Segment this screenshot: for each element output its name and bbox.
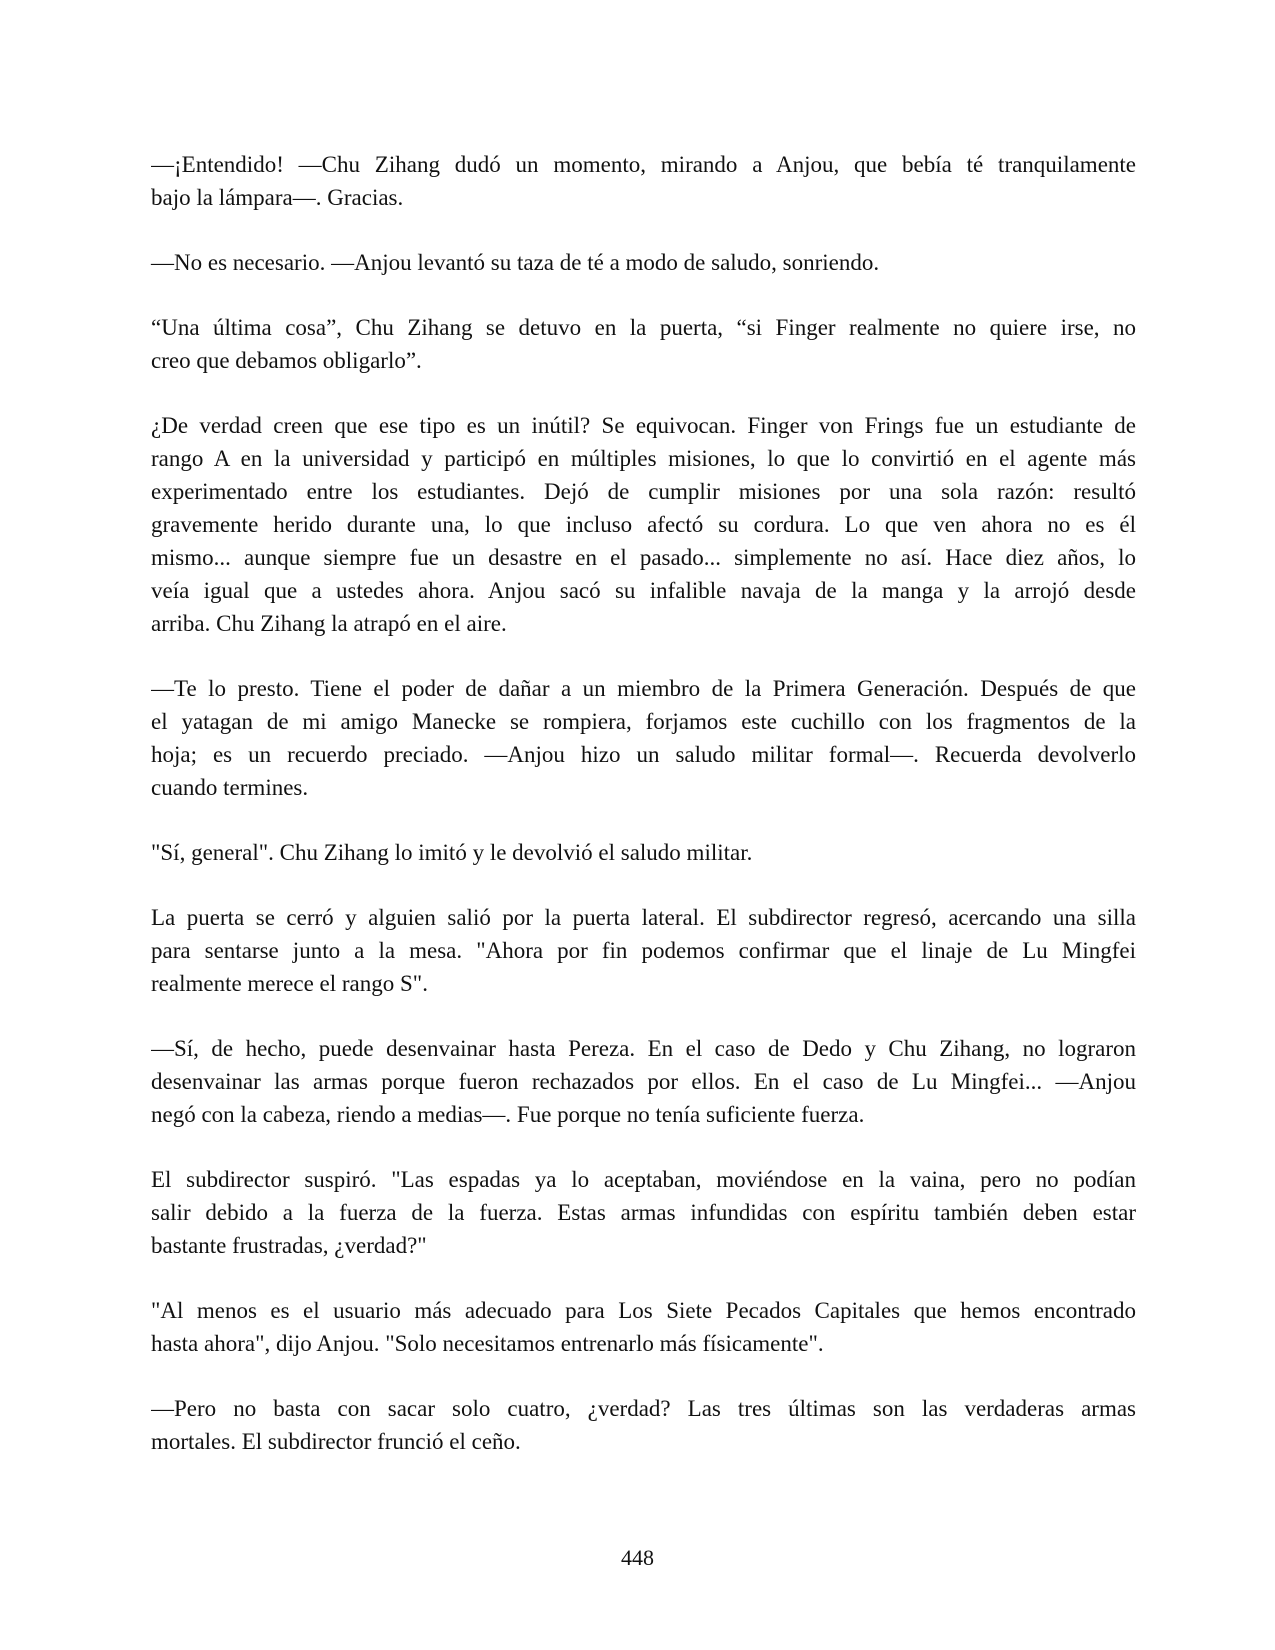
- text-line: mortales. El subdirector frunció el ceño.: [151, 1429, 521, 1454]
- paragraph: [151, 1163, 1136, 1262]
- text-line: hoja; es un recuerdo preciado. —Anjou hizo un saludo militar formal—. Recuerda devolverlo: [151, 742, 1136, 767]
- text-line: —No es necesario. —Anjou levantó su taza de té a modo de saludo, sonriendo.: [151, 250, 880, 275]
- text-line: negó con la cabeza, riendo a medias—. Fue porque no tenía suficiente fuerza.: [151, 1102, 865, 1127]
- paragraph: [151, 836, 1136, 869]
- text-line: —Te lo presto. Tiene el poder de dañar a un miembro de la Primera Generación. Después de que: [151, 676, 1136, 701]
- text-line: arriba. Chu Zihang la atrapó en el aire.: [151, 611, 507, 636]
- text-line: para sentarse junto a la mesa. "Ahora por fin podemos confirmar que el linaje de Lu Mingfei: [151, 938, 1136, 963]
- text-line: realmente merece el rango S".: [151, 971, 428, 996]
- text-line: mismo... aunque siempre fue un desastre en el pasado... simplemente no así. Hace diez años, lo: [151, 545, 1136, 570]
- text-line: desenvainar las armas porque fueron rechazados por ellos. En el caso de Lu Mingfei... —Anjou: [151, 1069, 1136, 1094]
- text-line: el yatagan de mi amigo Manecke se rompiera, forjamos este cuchillo con los fragmentos de la: [151, 709, 1136, 734]
- text-line: “Una última cosa”, Chu Zihang se detuvo en la puerta, “si Finger realmente no quiere irse, no: [151, 315, 1136, 340]
- text-line: —Pero no basta con sacar solo cuatro, ¿verdad? Las tres últimas son las verdaderas armas: [151, 1396, 1136, 1421]
- paragraph: [151, 901, 1136, 1000]
- text-line: bastante frustradas, ¿verdad?": [151, 1233, 427, 1258]
- page-number: 448: [621, 1545, 654, 1570]
- text-line: bajo la lámpara—. Gracias.: [151, 185, 404, 210]
- paragraph: [151, 672, 1136, 804]
- text-line: cuando termines.: [151, 775, 309, 800]
- text-line: salir debido a la fuerza de la fuerza. Estas armas infundidas con espíritu también deben estar: [151, 1200, 1136, 1225]
- text-line: ¿De verdad creen que ese tipo es un inútil? Se equivocan. Finger von Frings fue un estudiante de: [151, 413, 1136, 438]
- paragraph: [151, 148, 1136, 214]
- text-line: rango A en la universidad y participó en múltiples misiones, lo que lo convirtió en el agente más: [151, 446, 1136, 471]
- text-line: creo que debamos obligarlo”.: [151, 348, 422, 373]
- text-line: gravemente herido durante una, lo que incluso afectó su cordura. Lo que ven ahora no es él: [151, 512, 1136, 537]
- text-line: La puerta se cerró y alguien salió por la puerta lateral. El subdirector regresó, acercando una silla: [151, 905, 1136, 930]
- text-line: veía igual que a ustedes ahora. Anjou sacó su infalible navaja de la manga y la arrojó desde: [151, 578, 1136, 603]
- paragraph: [151, 1294, 1136, 1360]
- paragraph: [151, 409, 1136, 640]
- text-line: El subdirector suspiró. "Las espadas ya lo aceptaban, moviéndose en la vaina, pero no podían: [151, 1167, 1136, 1192]
- text-line: —¡Entendido! —Chu Zihang dudó un momento, mirando a Anjou, que bebía té tranquilamente: [151, 152, 1136, 177]
- paragraph: [151, 1392, 1136, 1458]
- text-line: hasta ahora", dijo Anjou. "Solo necesitamos entrenarlo más físicamente".: [151, 1331, 824, 1356]
- paragraph: [151, 246, 1136, 279]
- text-line: "Sí, general". Chu Zihang lo imitó y le devolvió el saludo militar.: [151, 840, 753, 865]
- text-line: —Sí, de hecho, puede desenvainar hasta Pereza. En el caso de Dedo y Chu Zihang, no lograron: [151, 1036, 1136, 1061]
- text-line: experimentado entre los estudiantes. Dejó de cumplir misiones por una sola razón: resultó: [151, 479, 1136, 504]
- paragraph: [151, 311, 1136, 377]
- paragraph: [151, 1032, 1136, 1131]
- document-body: [151, 148, 1136, 1490]
- text-line: "Al menos es el usuario más adecuado para Los Siete Pecados Capitales que hemos encontrado: [151, 1298, 1136, 1323]
